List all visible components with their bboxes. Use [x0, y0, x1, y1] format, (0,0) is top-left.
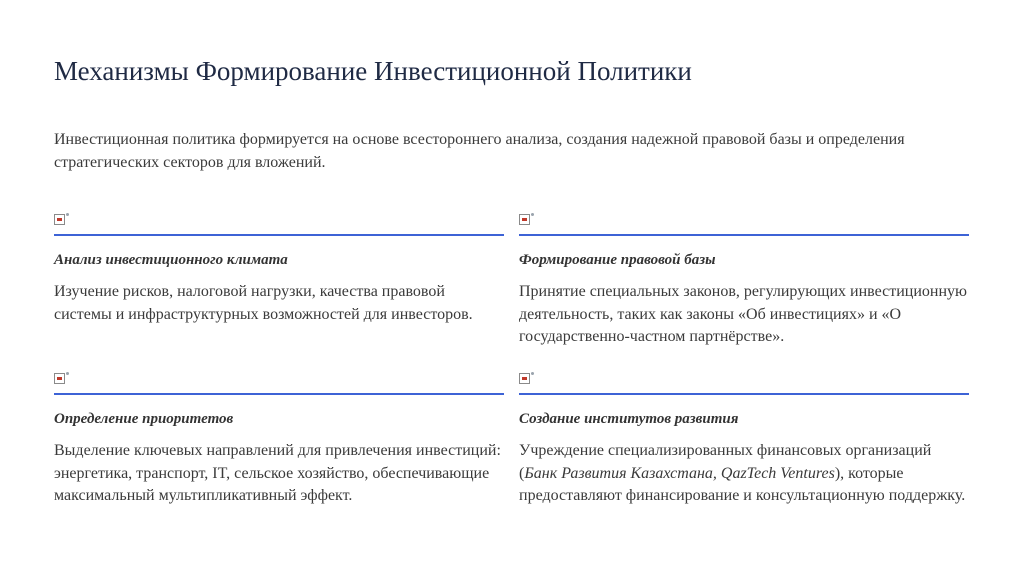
card-body: Принятие специальных законов, регулирующих инвестиционную деятельность, таких как законы «Об инвестициях» и «О государственно-частном партнёрстве».	[519, 283, 967, 345]
card-body-suffix: ), которые предоставляют финансирование и консультационную поддержку.	[519, 464, 966, 504]
card-heading: Создание институтов развития	[519, 411, 739, 427]
intro-text: Инвестиционная политика формируется на основе всестороннего анализа, создания надежной правовой базы и определения стратегических секторов для вложений.	[54, 131, 905, 171]
page-title: Механизмы Формирование Инвестиционной Политики	[54, 56, 692, 86]
card-heading: Определение приоритетов	[54, 411, 234, 427]
card-heading: Анализ инвестиционного климата	[54, 252, 288, 268]
image-placeholder-icon	[519, 373, 530, 384]
image-placeholder-icon	[519, 214, 530, 225]
card-divider	[519, 393, 969, 395]
card-body-prefix: Учреждение специализированных финансовых организаций (	[519, 442, 932, 482]
card-divider	[54, 393, 504, 395]
image-placeholder-icon	[54, 373, 65, 384]
card-body-italic: Банк Развития Казахстана, QazTech Ventures	[524, 464, 835, 482]
card-body: Изучение рисков, налоговой нагрузки, качества правовой системы и инфраструктурных возможностей для инвесторов.	[54, 283, 473, 323]
card-heading: Формирование правовой базы	[519, 252, 716, 268]
card-body: Выделение ключевых направлений для привлечения инвестиций: энергетика, транспорт, IT, сельское хозяйство, обеспечивающие максимальный мультипликативный эффект.	[54, 442, 501, 504]
image-placeholder-icon	[54, 214, 65, 225]
card-divider	[54, 234, 504, 236]
card-body	[519, 440, 969, 508]
card-divider	[519, 234, 969, 236]
